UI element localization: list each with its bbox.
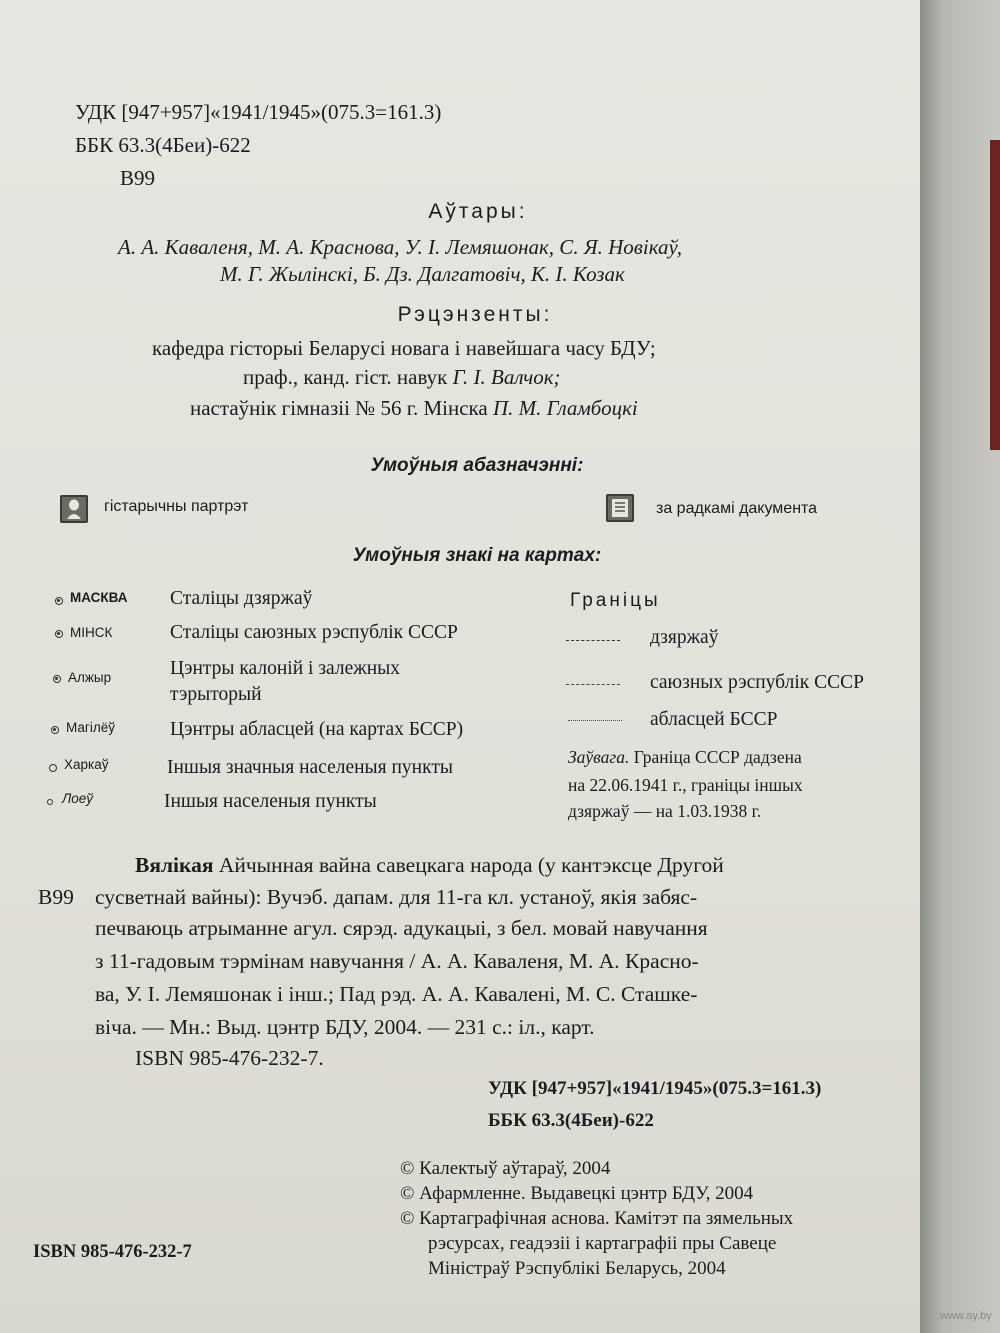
capital-symbol-icon [55, 597, 63, 605]
header-udk: УДК [947+957]«1941/1945»(075.3=161.3) [75, 100, 442, 124]
header-bbk: ББК 63.3(4Беи)-622 [75, 133, 251, 157]
map-symbol-label: МАСКВА [70, 590, 128, 605]
colony-center-icon [53, 675, 61, 683]
map-legend-title: Умоўныя знакі на картах: [352, 545, 602, 566]
republic-border-line [566, 684, 620, 685]
borders-title: Граніцы [570, 590, 661, 611]
copyright-line-1: © Калектыў аўтараў, 2004 [400, 1158, 611, 1179]
legend-title: Умоўныя абазначэнні: [370, 455, 584, 476]
catalog-line-1-text: Айчынная вайна савецкага народа (у кантэксце Другой [218, 853, 724, 877]
map-symbol-label: Алжыр [68, 670, 112, 685]
map-legend-item: Іншыя значныя населеныя пункты [167, 757, 453, 778]
map-legend-item-cont: тэрыторый [170, 684, 262, 705]
reviewers-line-2 [243, 365, 561, 390]
map-note-label: Заўвага. [568, 747, 630, 767]
map-symbol-label: Харкаў [64, 757, 109, 772]
copyright-line-3: © Картаграфічная аснова. Камітэт па зямельных [400, 1208, 794, 1229]
catalog-line-2: сусветнай вайны): Вучэб. дапам. для 11-га кл. устаноў, якія забяс- [95, 885, 698, 909]
watermark: www.ay.by [940, 1310, 992, 1322]
catalog-line-6: віча. — Мн.: Выд. цэнтр БДУ, 2004. — 231 с.: іл., карт. [95, 1015, 595, 1039]
next-page-edge [990, 140, 1000, 450]
catalog-line-5: ва, У. І. Лемяшонак і інш.; Пад рэд. А. А. Кавалені, М. С. Сташке- [95, 982, 698, 1006]
map-legend-item: Іншыя населеныя пункты [164, 791, 377, 812]
portrait-icon [60, 495, 88, 523]
map-symbol-label: Лоеў [62, 791, 94, 806]
header-code: В99 [120, 166, 156, 190]
catalog-line-3: печваюць атрыманне агул. сярэд. адукацыі, з бел. мовай навучання [95, 916, 708, 940]
oblast-center-icon [51, 726, 59, 734]
map-legend-item: Цэнтры калоній і залежных [170, 658, 400, 679]
reviewers-line-1: кафедра гісторыі Беларусі новага і навейшага часу БДУ; [152, 336, 656, 360]
republic-capital-icon [55, 630, 63, 638]
catalog-bbk: ББК 63.3(4Беи)-622 [488, 1110, 654, 1131]
authors-line-1: А. А. Каваленя, М. А. Краснова, У. І. Лемяшонак, С. Я. Новікаў, [118, 235, 683, 259]
map-note-line-3: дзяржаў — на 1.03.1938 г. [568, 801, 762, 821]
copyright-line-4: рэсурсах, геадэзіі і картаграфіі пры Савеце [428, 1233, 777, 1254]
catalog-line-4: з 11-гадовым тэрмінам навучання / А. А. Каваленя, М. А. Красно- [95, 949, 699, 973]
reviewers-line-2-name: Г. І. Валчок; [452, 365, 561, 389]
reviewers-title: Рэцэнзенты: [397, 303, 553, 326]
document-label: за радкамі дакумента [656, 500, 818, 517]
map-note-line-2: на 22.06.1941 г., граніцы іншых [568, 775, 803, 795]
major-settlement-icon [49, 764, 57, 772]
copyright-line-2: © Афармленне. Выдавецкі цэнтр БДУ, 2004 [400, 1183, 754, 1204]
reviewers-line-3 [190, 396, 638, 421]
catalog-title-bold: Вялікая [135, 853, 214, 877]
map-symbol-label: Магілёў [66, 720, 115, 735]
border-label: дзяржаў [650, 627, 719, 648]
map-legend-item: Сталіцы саюзных рэспублік СССР [170, 622, 458, 643]
copyright-line-5: Міністраў Рэспублікі Беларусь, 2004 [428, 1258, 726, 1279]
border-label: абласцей БССР [650, 709, 778, 730]
portrait-label: гістарычны партрэт [104, 498, 249, 515]
border-label: саюзных рэспублік СССР [650, 672, 864, 693]
map-legend-item: Цэнтры абласцей (на картах БССР) [170, 719, 464, 740]
catalog-line-1 [135, 850, 724, 880]
map-legend-item: Сталіцы дзяржаў [170, 588, 313, 609]
map-symbol-label: МІНСК [70, 625, 113, 640]
catalog-isbn: ISBN 985-476-232-7. [135, 1046, 324, 1070]
map-note-text: Граніца СССР дадзена [633, 747, 802, 767]
book-edge [920, 0, 1000, 1333]
oblast-border-line [568, 720, 622, 721]
footer-isbn: ISBN 985-476-232-7 [33, 1242, 192, 1262]
map-note-line-1 [568, 747, 802, 768]
document-icon [606, 494, 634, 522]
catalog-code: В99 [38, 885, 74, 909]
reviewers-line-3-name: П. М. Гламбоцкі [492, 396, 638, 420]
reviewers-line-3-text: настаўнік гімназіі № 56 г. Мінска [190, 396, 488, 420]
authors-line-2: М. Г. Жылінскі, Б. Дз. Далгатовіч, К. І. Козак [220, 262, 625, 286]
authors-title: Аўтары: [428, 200, 528, 223]
reviewers-line-2-text: праф., канд. гіст. навук [243, 365, 448, 389]
settlement-icon [47, 799, 53, 805]
catalog-udk: УДК [947+957]«1941/1945»(075.3=161.3) [488, 1078, 822, 1099]
state-border-line [566, 640, 620, 641]
